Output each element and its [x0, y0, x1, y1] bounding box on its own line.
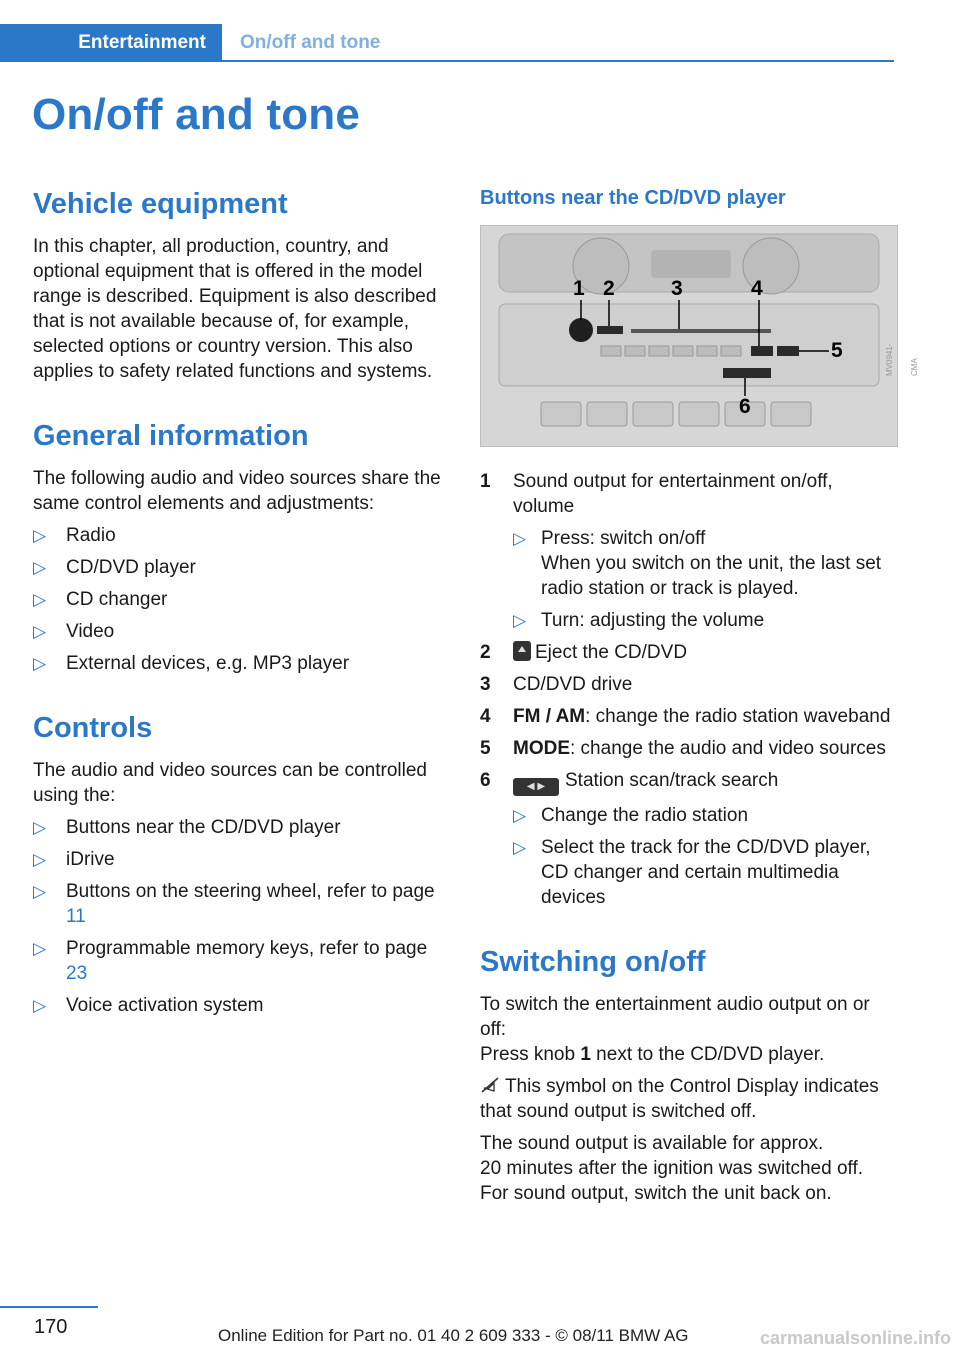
scan-buttons-icon: ◀ ▶: [513, 778, 559, 796]
general-information-section: [33, 418, 451, 676]
list-item: [33, 879, 451, 929]
switching-text-line: next to the CD/DVD player.: [590, 1044, 825, 1065]
switching-text-line: Press knob: [480, 1044, 581, 1065]
item-number: 2: [480, 642, 491, 663]
triangle-bullet-icon: ▷: [33, 558, 47, 577]
right-column: [480, 186, 919, 1213]
triangle-bullet-icon: ▷: [33, 939, 47, 958]
availability-line: The sound output is available for approx.: [480, 1133, 824, 1154]
list-item-text: Buttons on the steering wheel, refer to page: [66, 881, 435, 902]
cd-slot-shape: [631, 329, 771, 333]
list-item: [33, 587, 451, 612]
switching-text-line: To switch the entertainment audio output on or off:: [480, 994, 870, 1040]
triangle-bullet-icon: ▷: [33, 850, 47, 869]
list-item-text: When you switch on the unit, the last set radio station or track is played.: [541, 553, 882, 599]
switching-section: [480, 944, 894, 1206]
triangle-bullet-icon: ▷: [33, 882, 47, 901]
general-information-intro: The following audio and video sources share the same control elements and adjustments:: [33, 468, 441, 514]
item-number: 4: [480, 706, 491, 727]
item-number: 3: [480, 674, 491, 695]
sound-availability-text: [480, 1131, 894, 1206]
list-item-text: Video: [66, 621, 115, 642]
general-information-heading: General information: [33, 420, 309, 452]
controls-section: [33, 710, 451, 1018]
list-item: [480, 469, 894, 633]
item-text: Eject the CD/DVD: [535, 642, 688, 663]
list-item-text: Programmable memory keys, refer to page: [66, 938, 428, 959]
callout-6: 6: [739, 395, 751, 418]
list-item: [480, 672, 894, 697]
callout-1: 1: [573, 277, 585, 300]
item-text: : change the audio and video sources: [570, 738, 886, 759]
triangle-bullet-icon: ▷: [513, 806, 527, 825]
list-item: [480, 736, 894, 761]
mode-key-label: MODE: [513, 738, 570, 759]
list-item-text: External devices, e.g. MP3 player: [66, 653, 350, 674]
list-item-text: Turn: adjusting the volume: [541, 610, 765, 631]
header-tab-entertainment: Entertainment: [0, 24, 222, 62]
list-item: [33, 936, 451, 986]
item-text: : change the radio station waveband: [585, 706, 891, 727]
list-item-text: CD changer: [66, 589, 168, 610]
list-item: [513, 803, 894, 828]
list-item-text: Voice activation system: [66, 995, 264, 1016]
availability-line: For sound output, switch the unit back on.: [480, 1183, 832, 1204]
list-item-text: CD/DVD player: [66, 557, 196, 578]
header-section-label: On/off and tone: [240, 32, 381, 53]
list-item: [480, 704, 894, 729]
callout-5: 5: [831, 339, 843, 362]
triangle-bullet-icon: ▷: [513, 838, 527, 857]
buttons-heading: Buttons near the CD/DVD player: [480, 187, 786, 209]
page-link-23[interactable]: 23: [66, 963, 88, 984]
callout-2: 2: [603, 277, 615, 300]
cd-player-illustration: [481, 226, 897, 446]
cd-player-figure: [480, 225, 919, 447]
callout-3: 3: [671, 277, 683, 300]
triangle-bullet-icon: ▷: [33, 654, 47, 673]
figure-code: MV0941-CMA: [885, 343, 919, 376]
switching-heading: Switching on/off: [480, 946, 706, 978]
fm-am-button-shape: [751, 346, 773, 356]
list-item-text: Buttons near the CD/DVD player: [66, 817, 341, 838]
sound-off-text: This symbol on the Control Display indicates that sound output is switched off.: [480, 1076, 879, 1122]
sources-list: [33, 523, 451, 676]
vehicle-equipment-heading: Vehicle equipment: [33, 188, 288, 220]
sound-off-note: [480, 1074, 894, 1124]
item-text: Station scan/track search: [565, 770, 779, 791]
page-number: 170: [34, 1316, 68, 1338]
item-text: Sound output for entertainment on/off, volume: [513, 471, 833, 517]
callout-4: 4: [751, 277, 763, 300]
list-item: [480, 768, 894, 910]
volume-knob-icon: [569, 318, 593, 342]
vehicle-equipment-text: In this chapter, all production, country, and optional equipment that is offered in the model range is described. Equipment is also described that is not available because of, for example, selected options or country version. This also applies to safety related functions and systems.: [33, 236, 437, 382]
list-item: [33, 847, 451, 872]
controls-list: [33, 815, 451, 1018]
list-item-text: Press: switch on/off: [541, 528, 706, 549]
scan-button-shape: [723, 368, 771, 378]
watermark: carmanualsonline.info: [760, 1328, 952, 1348]
list-item-text: Select the track for the CD/DVD player, CD changer and certain multimedia devices: [541, 837, 871, 908]
triangle-bullet-icon: ▷: [33, 622, 47, 641]
item-text: CD/DVD drive: [513, 674, 633, 695]
triangle-bullet-icon: ▷: [513, 611, 527, 630]
list-item: [513, 526, 894, 601]
item-number: 5: [480, 738, 491, 759]
edition-footer: Online Edition for Part no. 01 40 2 609 333 - © 08/11 BMW AG: [218, 1326, 689, 1345]
fm-am-key-label: FM / AM: [513, 706, 586, 727]
mode-button-shape: [777, 346, 799, 356]
triangle-bullet-icon: ▷: [33, 590, 47, 609]
eject-button-shape: [597, 326, 623, 334]
knob-number: 1: [580, 1044, 591, 1065]
left-column: [33, 186, 451, 1025]
list-item: [33, 555, 451, 580]
switching-text: [480, 992, 894, 1067]
controls-intro: The audio and video sources can be controlled using the:: [33, 760, 427, 806]
header-rule: [0, 60, 894, 62]
sound-off-icon: [480, 1076, 500, 1094]
vehicle-equipment-section: [33, 186, 451, 384]
list-item: [513, 835, 894, 910]
page-link-11[interactable]: 11: [66, 906, 86, 927]
list-item-text: Change the radio station: [541, 805, 749, 826]
availability-line: 20 minutes after the ignition was switched off.: [480, 1158, 864, 1179]
list-item-text: iDrive: [66, 849, 115, 870]
list-item: [33, 651, 451, 676]
list-item: [513, 608, 894, 633]
item-number: 1: [480, 471, 491, 492]
item-number: 6: [480, 770, 491, 791]
list-item-text: Radio: [66, 525, 116, 546]
triangle-bullet-icon: ▷: [33, 818, 47, 837]
list-item: [480, 640, 894, 665]
footer-rule: [0, 1306, 98, 1308]
list-item: [33, 619, 451, 644]
list-item: [33, 993, 451, 1018]
page-title: On/off and tone: [32, 90, 361, 139]
list-item: [33, 523, 451, 548]
triangle-bullet-icon: ▷: [33, 996, 47, 1015]
eject-icon: [513, 641, 531, 661]
triangle-bullet-icon: ▷: [33, 526, 47, 545]
list-item: [33, 815, 451, 840]
triangle-bullet-icon: ▷: [513, 529, 527, 548]
controls-heading: Controls: [33, 712, 153, 744]
